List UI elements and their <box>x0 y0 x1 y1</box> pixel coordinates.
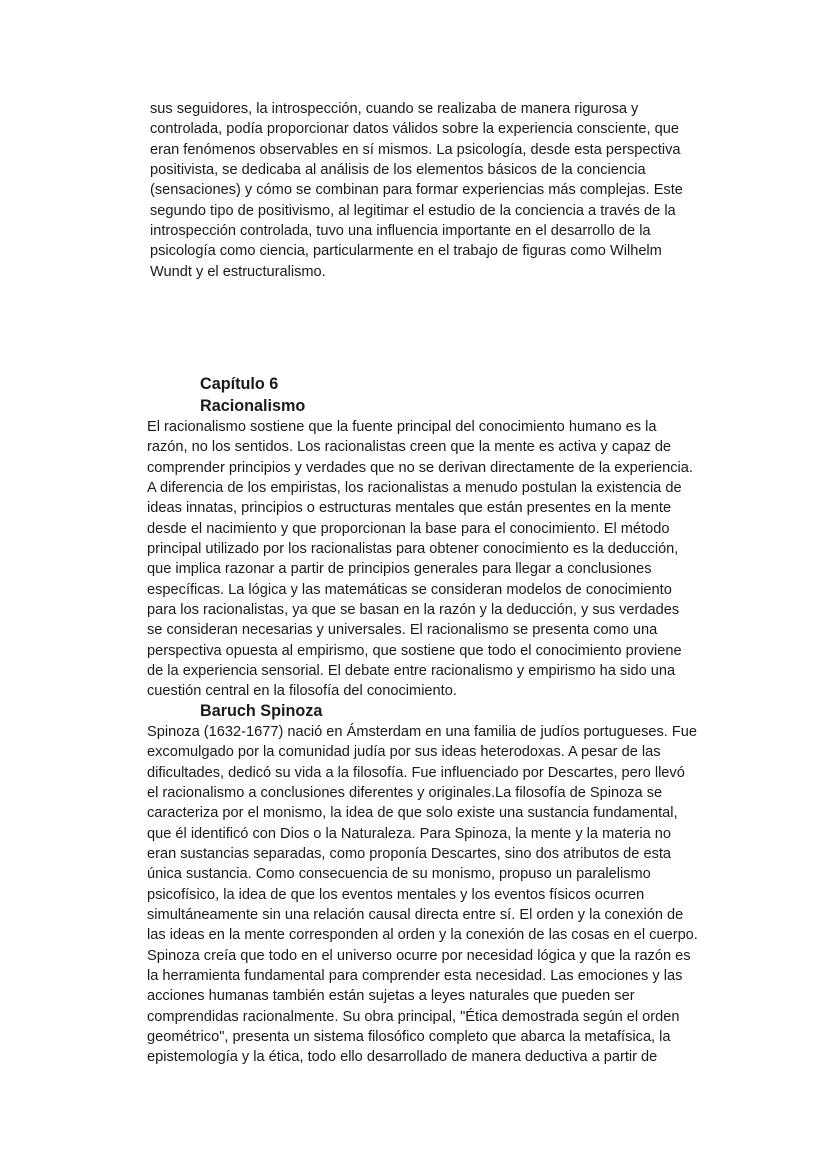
text-line: eran sustancias separadas, como proponía Descartes, sino dos atributos de esta <box>147 846 672 862</box>
text-line: Spinoza (1632-1677) nació en Ámsterdam en una familia de judíos portugueses. Fue <box>147 724 698 740</box>
text-line: psicología como ciencia, particularmente en el trabajo de figuras como Wilhelm <box>150 243 662 259</box>
text-line: ideas innatas, principios o estructuras mentales que están presentes en la mente <box>147 500 672 516</box>
text-line: que implica razonar a partir de principios generales para llegar a conclusiones <box>147 561 652 577</box>
text-line: específicas. La lógica y las matemáticas se consideran modelos de conocimiento <box>147 582 672 598</box>
text-line: las ideas en la mente corresponden al orden y la conexión de las cosas en el cuerpo. <box>147 927 698 943</box>
text-line: el racionalismo a conclusiones diferentes y originales.La filosofía de Spinoza se <box>147 785 663 801</box>
text-line: desde el nacimiento y que proporcionan la base para el conocimiento. El método <box>147 521 670 537</box>
text-line: sus seguidores, la introspección, cuando se realizaba de manera rigurosa y <box>150 101 639 117</box>
text-line: geométrico", presenta un sistema filosófico completo que abarca la metafísica, la <box>147 1029 671 1045</box>
text-line: El racionalismo sostiene que la fuente principal del conocimiento humano es la <box>147 419 657 435</box>
text-line: la herramienta fundamental para comprender esta necesidad. Las emociones y las <box>147 968 683 984</box>
text-line: simultáneamente sin una relación causal directa entre sí. El orden y la conexión de <box>147 907 684 923</box>
text-line: que él identificó con Dios o la Naturaleza. Para Spinoza, la mente y la materia no <box>147 826 672 842</box>
chapter-title: Racionalismo <box>200 397 306 415</box>
text-line: comprender principios y verdades que no se derivan directamente de la experiencia. <box>147 460 693 476</box>
text-line: Spinoza creía que todo en el universo ocurre por necesidad lógica y que la razón es <box>147 948 691 964</box>
text-line: dificultades, dedicó su vida a la filosofía. Fue influenciado por Descartes, pero llevó <box>147 765 685 781</box>
text-line: (sensaciones) y cómo se combinan para formar experiencias más complejas. Este <box>150 182 683 198</box>
text-line: controlada, podía proporcionar datos válidos sobre la experiencia consciente, que <box>150 121 679 137</box>
text-line: excomulgado por la comunidad judía por sus ideas heterodoxas. A pesar de las <box>147 744 661 760</box>
text-line: segundo tipo de positivismo, al legitimar el estudio de la conciencia a través de la <box>150 203 676 219</box>
chapter-number: Capítulo 6 <box>200 375 279 393</box>
text-line: caracteriza por el monismo, la idea de que solo existe una sustancia fundamental, <box>147 805 678 821</box>
text-line: perspectiva opuesta al empirismo, que sostiene que todo el conocimiento proviene <box>147 643 682 659</box>
text-line: única sustancia. Como consecuencia de su monismo, propuso un paralelismo <box>147 866 651 882</box>
text-line: Wundt y el estructuralismo. <box>150 264 326 280</box>
text-line: A diferencia de los empiristas, los racionalistas a menudo postulan la existencia de <box>147 480 682 496</box>
text-line: se consideran necesarias y universales. El racionalismo se presenta como una <box>147 622 658 638</box>
text-line: razón, no los sentidos. Los racionalistas creen que la mente es activa y capaz de <box>147 439 672 455</box>
text-line: cuestión central en la filosofía del conocimiento. <box>147 683 457 699</box>
text-line: acciones humanas también están sujetas a leyes naturales que pueden ser <box>147 988 635 1004</box>
text-line: comprendidas racionalmente. Su obra principal, "Ética demostrada según el orden <box>147 1009 680 1025</box>
text-line: para los racionalistas, ya que se basan en la razón y la deducción, y sus verdades <box>147 602 680 618</box>
section-title: Baruch Spinoza <box>200 702 323 720</box>
text-line: eran fenómenos observables en sí mismos. La psicología, desde esta perspectiva <box>150 142 681 158</box>
text-line: principal utilizado por los racionalistas para obtener conocimiento es la deducción, <box>147 541 679 557</box>
text-line: positivista, se dedicaba al análisis de los elementos básicos de la conciencia <box>150 162 646 178</box>
text-line: psicofísico, la idea de que los eventos mentales y los eventos físicos ocurren <box>147 887 645 903</box>
text-line: de la experiencia sensorial. El debate entre racionalismo y empirismo ha sido una <box>147 663 676 679</box>
text-line: introspección controlada, tuvo una influencia importante en el desarrollo de la <box>150 223 651 239</box>
text-line: epistemología y la ética, todo ello desarrollado de manera deductiva a partir de <box>147 1049 658 1065</box>
